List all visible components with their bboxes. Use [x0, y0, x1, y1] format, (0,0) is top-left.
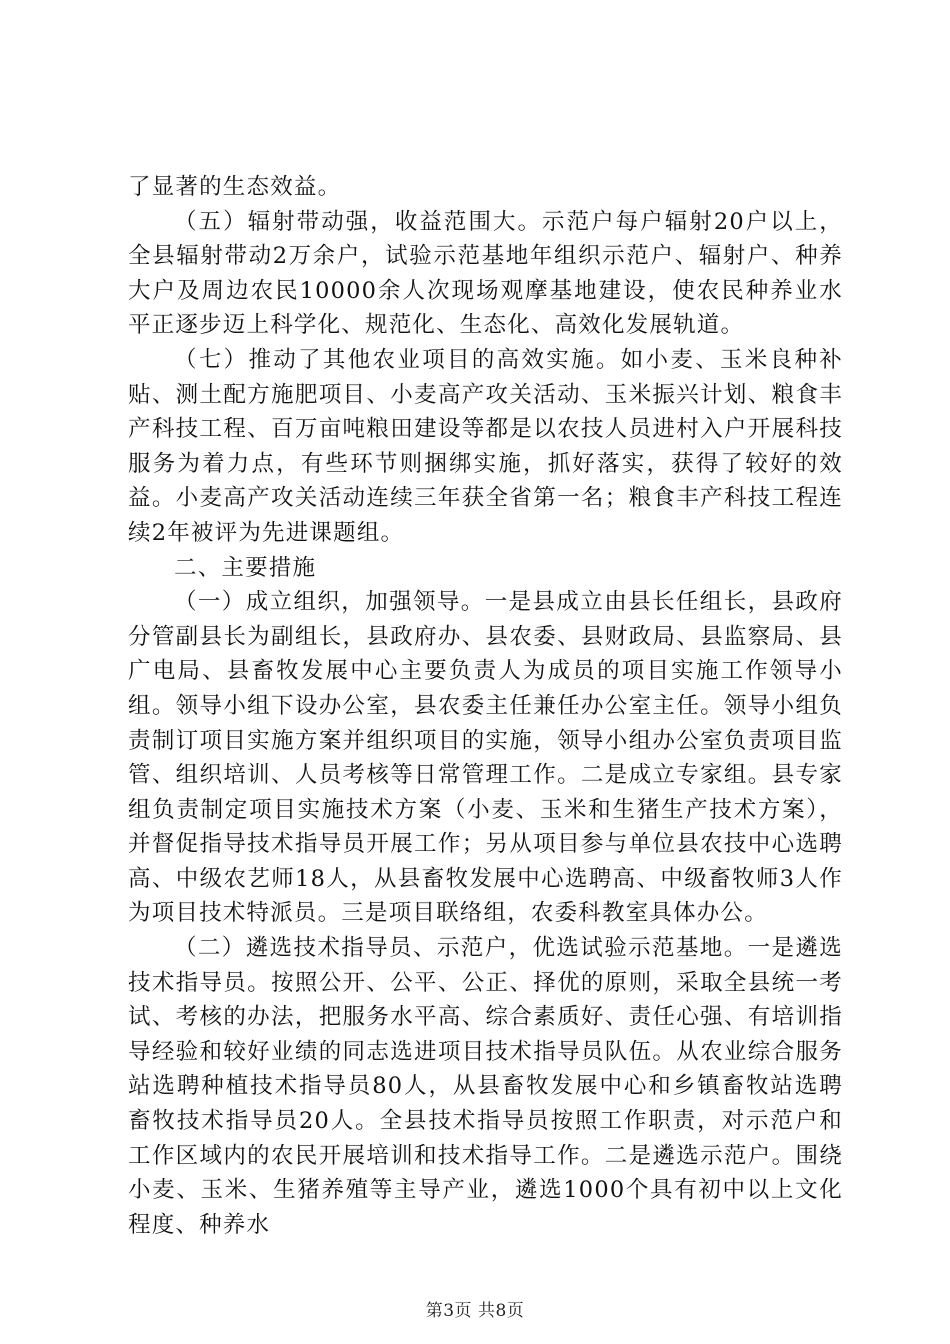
paragraph-measure-one: （一）成立组织，加强领导。一是县成立由县长任组长，县政府分管副县长为副组长，县政府办、县农委、县财政局、县监察局、县广电局、县畜牧发展中心主要负责人为成员的项目实施工作领导小组。领导小组下设办公室，县农委主任兼任办公室主任。领导小组负责制订项目实施方案并组织项目的实施，领导小组办公室负责项目监管、组织培训、人员考核等日常管理工作。二是成立专家组。县专家组负责制定项目实施技术方案（小麦、玉米和生猪生产技术方案），并督促指导技术指导员开展工作；另从项目参与单位县农技中心选聘高、中级农艺师18人，从县畜牧发展中心选聘高、中级畜牧师3人作为项目技术特派员。三是项目联络组，农委科教室具体办公。 [128, 589, 843, 927]
paragraph-item-seven: （七）推动了其他农业项目的高效实施。如小麦、玉米良种补贴、测土配方施肥项目、小麦高产攻关活动、玉米振兴计划、粮食丰产科技工程、百万亩吨粮田建设等都是以农技人员进村入户开展科技服务为着力点，有些环节则捆绑实施，抓好落实，获得了较好的效益。小麦高产攻关活动连续三年获全省第一名；粮食丰产科技工程连续2年被评为先进课题组。 [128, 346, 843, 546]
paragraph-continuation: 了显著的生态效益。 [128, 174, 342, 200]
page-number-indicator: 第3页 共8页 [425, 1301, 525, 1321]
page-footer [0, 1296, 950, 1321]
paragraph-item-five: （五）辐射带动强，收益范围大。示范户每户辐射20户以上，全县辐射带动2万余户，试验示范基地年组织示范户、辐射户、种养大户及周边农民10000余人次现场观摩基地建设，使农民种养业水平正逐步迈上科学化、规范化、生态化、高效化发展轨道。 [128, 208, 843, 339]
paragraph-measure-two: （二）遴选技术指导员、示范户，优选试验示范基地。一是遴选技术指导员。按照公开、公平、公正、择优的原则，采取全县统一考试、考核的办法，把服务水平高、综合素质好、责任心强、有培训指导经验和较好业绩的同志选进项目技术指导员队伍。从农业综合服务站选聘种植技术指导员80人，从县畜牧发展中心和乡镇畜牧站选聘畜牧技术指导员20人。全县技术指导员按照工作职责，对示范户和工作区域内的农民开展培训和技术指导工作。二是遴选示范户。围绕小麦、玉米、生猪养殖等主导产业，遴选1000个具有初中以上文化程度、种养水 [128, 935, 843, 1238]
document-body [128, 170, 843, 1242]
section-heading-main-measures: 二、主要措施 [174, 554, 317, 581]
